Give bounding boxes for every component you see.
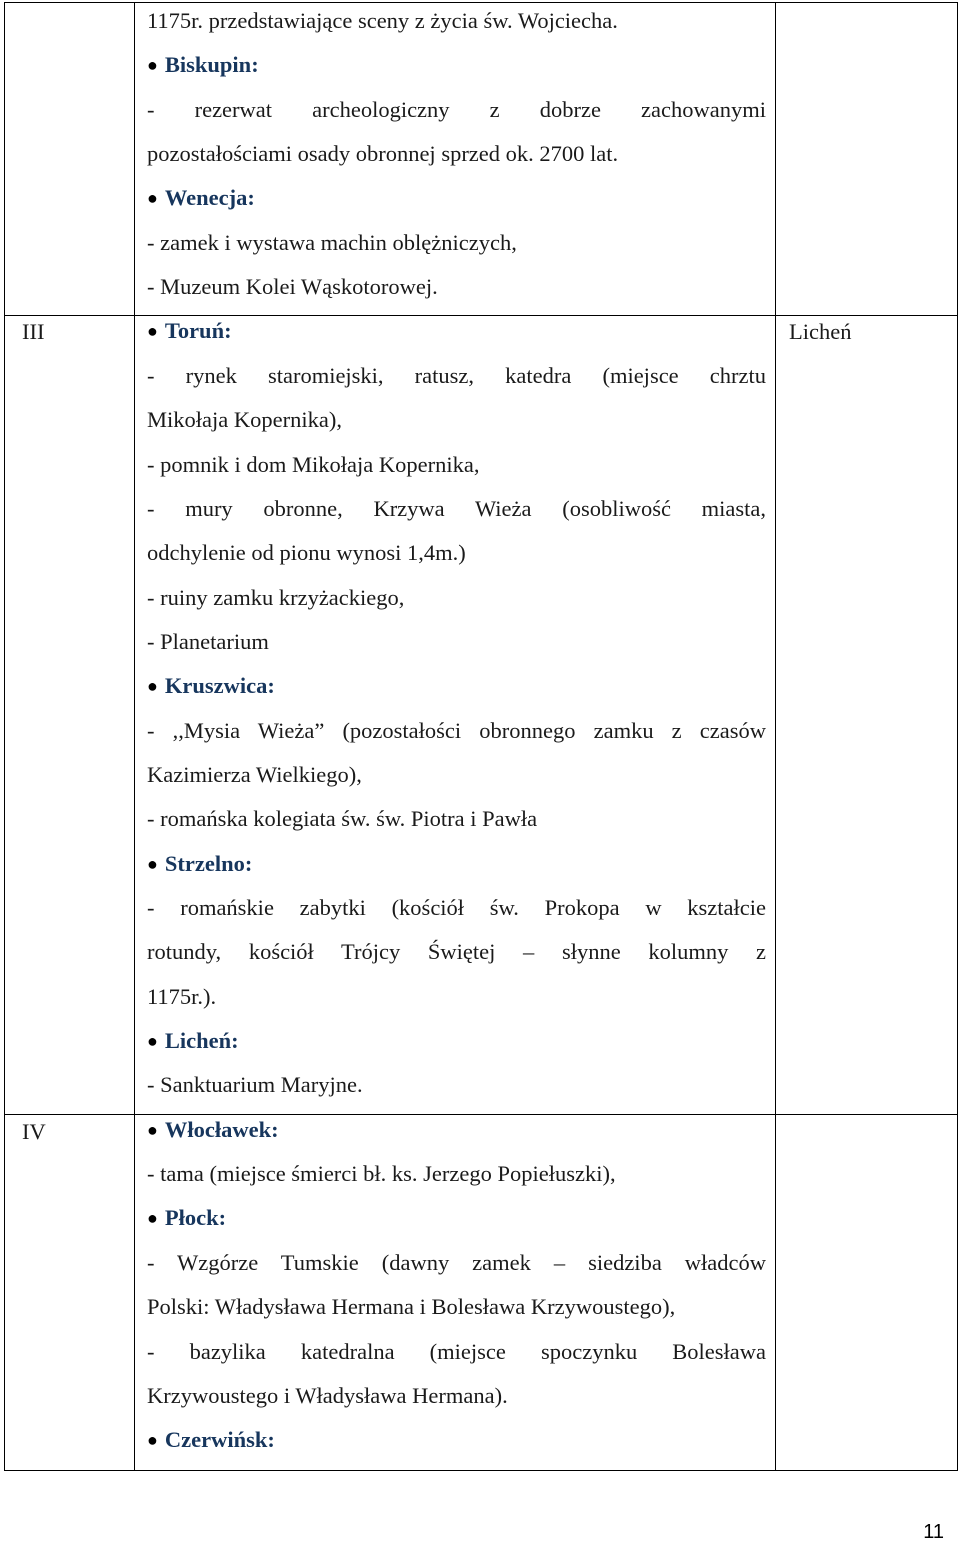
place-heading [147, 1203, 766, 1233]
place-heading [147, 849, 766, 879]
description-line: - ruiny zamku krzyżackiego, [147, 584, 405, 610]
description-line: - pomnik i dom Mikołaja Kopernika, [147, 451, 480, 477]
description-line: - Muzeum Kolei Wąskotorowej. [147, 274, 438, 300]
place-heading [147, 50, 766, 80]
description-line: Mikołaja Kopernika), [147, 407, 342, 433]
description-line: - rynek staromiejski, ratusz, katedra (miejsce chrztu [147, 362, 766, 388]
description-line: - bazylika katedralna (miejsce spoczynku Bolesława [147, 1338, 766, 1364]
place-name: Licheń: [164, 1028, 239, 1054]
place-heading [147, 316, 766, 346]
description-line: Krzywoustego i Władysława Hermana). [147, 1382, 508, 1408]
bullet-icon: ● [147, 1430, 158, 1451]
column-divider [134, 3, 135, 1470]
bullet-icon: ● [147, 1031, 158, 1052]
place-heading [147, 1115, 766, 1145]
bullet-icon: ● [147, 321, 158, 342]
description-line: - mury obronne, Krzywa Wieża (osobliwość miasta, [147, 495, 766, 521]
description-line: rotundy, kościół Trójcy Świętej – słynne kolumny z [147, 939, 766, 965]
row-extra-lichen: Licheń [789, 319, 852, 344]
place-name: Czerwińsk: [164, 1427, 275, 1453]
description-line: - rezerwat archeologiczny z dobrze zachowanymi [147, 96, 766, 122]
description-line: - zamek i wystawa machin oblężniczych, [147, 229, 517, 255]
place-name: Kruszwica: [164, 673, 275, 699]
place-heading [147, 1425, 766, 1455]
description-line: Polski: Władysława Hermana i Bolesława Krzywoustego), [147, 1294, 676, 1320]
place-name: Biskupin: [164, 52, 259, 78]
itinerary-table [4, 2, 958, 1471]
bullet-icon: ● [147, 188, 158, 209]
description-line: - ,,Mysia Wieża” (pozostałości obronnego zamku z czasów [147, 717, 766, 743]
row-number-iii: III [22, 319, 45, 344]
place-heading [147, 671, 766, 701]
description-line: Kazimierza Wielkiego), [147, 761, 362, 787]
page-number: 11 [923, 1521, 944, 1543]
bullet-icon: ● [147, 1119, 158, 1140]
place-heading [147, 183, 766, 213]
column-divider [775, 3, 776, 1470]
description-line: - Planetarium [147, 628, 269, 654]
description-line: - romańskie zabytki (kościół św. Prokopa w kształcie [147, 895, 766, 920]
place-name: Płock: [164, 1205, 227, 1231]
bullet-icon: ● [147, 55, 158, 76]
place-name: Wenecja: [164, 185, 255, 211]
description-line: - tama (miejsce śmierci bł. ks. Jerzego Popiełuszki), [147, 1161, 616, 1187]
bullet-icon: ● [147, 853, 158, 874]
description-line: - romańska kolegiata św. św. Piotra i Pawła [147, 806, 538, 832]
description-line: - Sanktuarium Maryjne. [147, 1072, 363, 1098]
description-line: 1175r. przedstawiające sceny z życia św. Wojciecha. [147, 8, 618, 33]
description-line: 1175r.). [147, 983, 217, 1009]
place-name: Toruń: [164, 318, 232, 344]
place-heading [147, 1026, 766, 1056]
description-line: odchylenie od pionu wynosi 1,4m.) [147, 540, 466, 566]
row-number-iv: IV [22, 1119, 46, 1144]
bullet-icon: ● [147, 676, 158, 697]
description-line: pozostałościami osady obronnej sprzed ok. 2700 lat. [147, 141, 619, 167]
bullet-icon: ● [147, 1208, 158, 1229]
place-name: Strzelno: [164, 850, 253, 876]
place-name: Włocławek: [164, 1116, 279, 1142]
description-line: - Wzgórze Tumskie (dawny zamek – siedziba władców [147, 1249, 766, 1275]
